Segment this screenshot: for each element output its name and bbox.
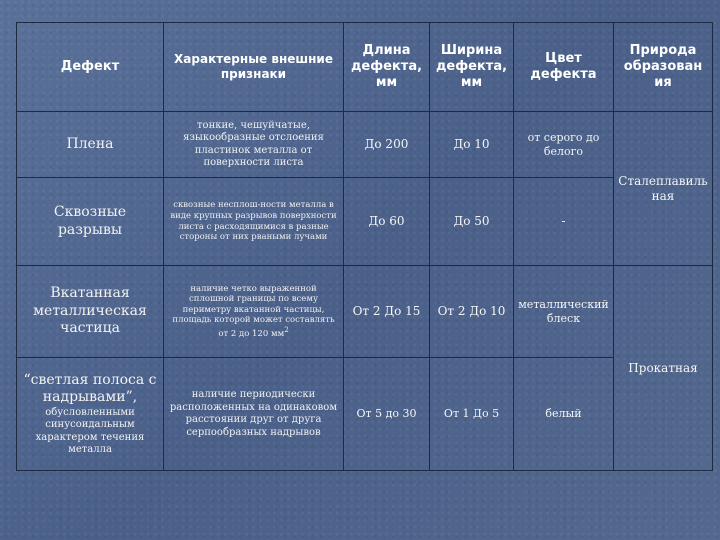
table-row <box>17 358 713 471</box>
nature-steelmaking: Сталеплавиль ная <box>614 112 713 266</box>
defect-length: До 60 <box>344 178 430 266</box>
defect-length: От 5 до 30 <box>344 358 430 471</box>
defect-color: от серого до белого <box>514 112 614 178</box>
header-features: Характерные внешние признаки <box>164 23 344 112</box>
header-width: Ширина дефекта, мм <box>430 23 514 112</box>
table-row <box>17 178 713 266</box>
header-color: Цвет дефекта <box>514 23 614 112</box>
defect-name: Вкатанная металлическая частица <box>17 266 164 358</box>
defect-width: До 10 <box>430 112 514 178</box>
defect-length: От 2 До 15 <box>344 266 430 358</box>
defect-features-text: наличие четко выраженной сплошной границы по всему периметру вкатанной частицы, площадь которой может составлять от 2 до 120 мм <box>172 283 335 339</box>
defect-color: белый <box>514 358 614 471</box>
header-nature: Природа образован ия <box>614 23 713 112</box>
superscript: 2 <box>284 326 289 335</box>
defect-width: До 50 <box>430 178 514 266</box>
defect-width: От 1 До 5 <box>430 358 514 471</box>
defect-length: До 200 <box>344 112 430 178</box>
defect-name: Плена <box>17 112 164 178</box>
header-length: Длина дефекта, мм <box>344 23 430 112</box>
defect-name-sub: обусловленными синусоидальным характером течения металла <box>35 406 145 455</box>
defect-features: наличие периодически расположенных на одинаковом расстоянии друг от друга серпообразных надрывов <box>164 358 344 471</box>
header-row <box>17 23 713 112</box>
defect-features: сквозные несплош-ности металла в виде крупных разрывов поверхности листа с расходящимися в разные стороны от них рваными лучами <box>164 178 344 266</box>
defect-color: металлический блеск <box>514 266 614 358</box>
defects-table <box>16 22 713 471</box>
header-defect: Дефект <box>17 23 164 112</box>
defect-name-main: “светлая полоса с надрывами”, <box>23 371 157 405</box>
defect-features: тонкие, чешуйчатые, языкообразные отслоения пластинок металла от поверхности листа <box>164 112 344 178</box>
defect-features <box>164 266 344 358</box>
nature-rolling: Прокатная <box>614 266 713 471</box>
defect-name <box>17 358 164 471</box>
defect-name: Сквозные разрывы <box>17 178 164 266</box>
defect-width: От 2 До 10 <box>430 266 514 358</box>
defect-color: - <box>514 178 614 266</box>
table-row <box>17 112 713 178</box>
table-row <box>17 266 713 358</box>
